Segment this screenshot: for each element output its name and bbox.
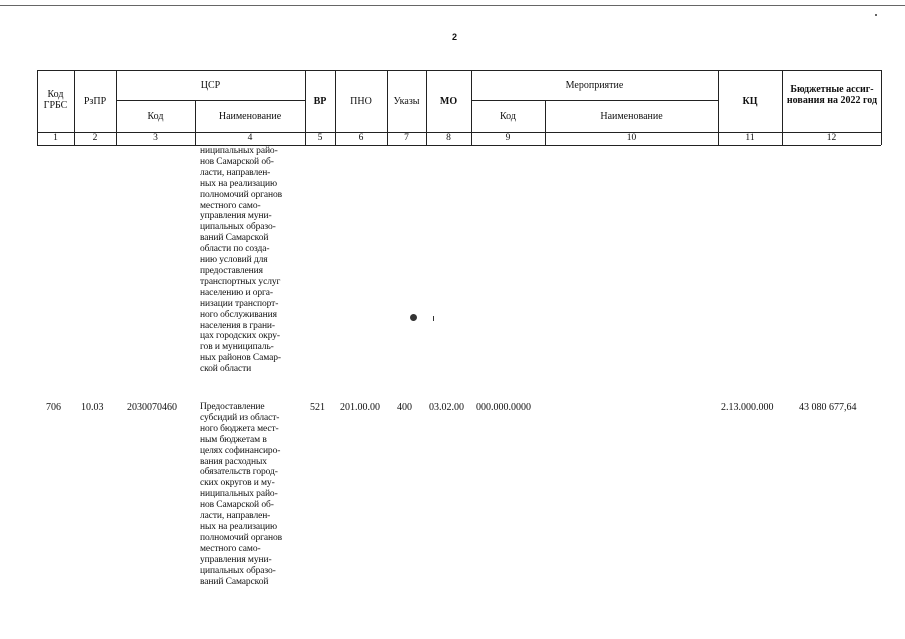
cell-vr: 521	[310, 402, 325, 413]
col-number: 12	[826, 133, 837, 143]
header-top-rule	[37, 70, 881, 71]
col-number: 8	[446, 133, 451, 143]
cell-event-code: 000.000.0000	[476, 402, 531, 413]
cell-ukazy: 400	[397, 402, 412, 413]
col-number: 4	[247, 133, 253, 143]
col-number: 6	[358, 133, 364, 143]
col-number: 3	[153, 133, 158, 143]
header-ukazy: Указы	[393, 96, 420, 107]
page-top-rule	[0, 5, 905, 6]
header-kc: КЦ	[742, 96, 758, 107]
csr-sub-rule	[116, 100, 305, 101]
col-number: 7	[404, 133, 409, 143]
prev-row-description: ниципальных райо- нов Самарской об- ласти, направлен- ных на реализацию полномочий органов местного само- управления муни- ципальных образо- ваний Самарской области по созда- нию условий для предоставления транспортных услуг населению и орга- низации транспорт- ного обслуживания населения в грани- цах городских окру- гов и муниципаль- ных районов Самар- ской области	[200, 146, 283, 375]
event-sub-rule	[471, 100, 718, 101]
col-number: 11	[745, 133, 755, 143]
scan-speck	[875, 14, 877, 16]
header-budget: Бюджетные ассиг-нования на 2022 год	[786, 84, 878, 106]
cell-kc: 2.13.000.000	[721, 402, 774, 413]
cell-grbs: 706	[46, 402, 61, 413]
header-pno: ПНО	[350, 96, 372, 107]
header-csr-name: Наименование	[218, 111, 282, 122]
scan-speck	[409, 313, 419, 323]
header-csr-code: Код	[147, 111, 164, 122]
cell-mo: 03.02.00	[429, 402, 464, 413]
col-number: 2	[92, 133, 98, 143]
header-rzpr: РзПР	[83, 96, 107, 107]
page-number: 2	[452, 32, 458, 42]
col-number: 9	[505, 133, 511, 143]
cell-rzpr: 10.03	[81, 402, 104, 413]
number-row-bottom-rule	[37, 145, 881, 146]
cell-pno: 201.00.00	[340, 402, 380, 413]
col-number: 5	[317, 133, 323, 143]
cell-csr-name: Предоставление субсидий из област- ного бюджета мест- ным бюджетам в целях софинансиро- вания расходных обязательств город- ских округов и му- ниципальных райо- нов Самарской об- ласти, направлен- ных на реализацию полномочий органов местного само- управления муни- ципальных образо- ваний Самарской	[200, 402, 283, 587]
cell-amount: 43 080 677,64	[799, 402, 857, 413]
header-vr: ВР	[313, 96, 327, 107]
cell-csr-code: 2030070460	[127, 402, 177, 413]
col-number: 10	[626, 133, 637, 143]
header-grbs: Код ГРБС	[43, 89, 68, 111]
header-event: Мероприятие	[565, 80, 624, 91]
col-number: 1	[53, 133, 58, 143]
scan-speck	[433, 316, 434, 321]
header-event-name: Наименование	[600, 111, 663, 122]
grid-line	[881, 70, 882, 145]
header-mo: МО	[439, 96, 458, 107]
header-csr: ЦСР	[200, 80, 221, 91]
header-event-code: Код	[500, 111, 516, 122]
